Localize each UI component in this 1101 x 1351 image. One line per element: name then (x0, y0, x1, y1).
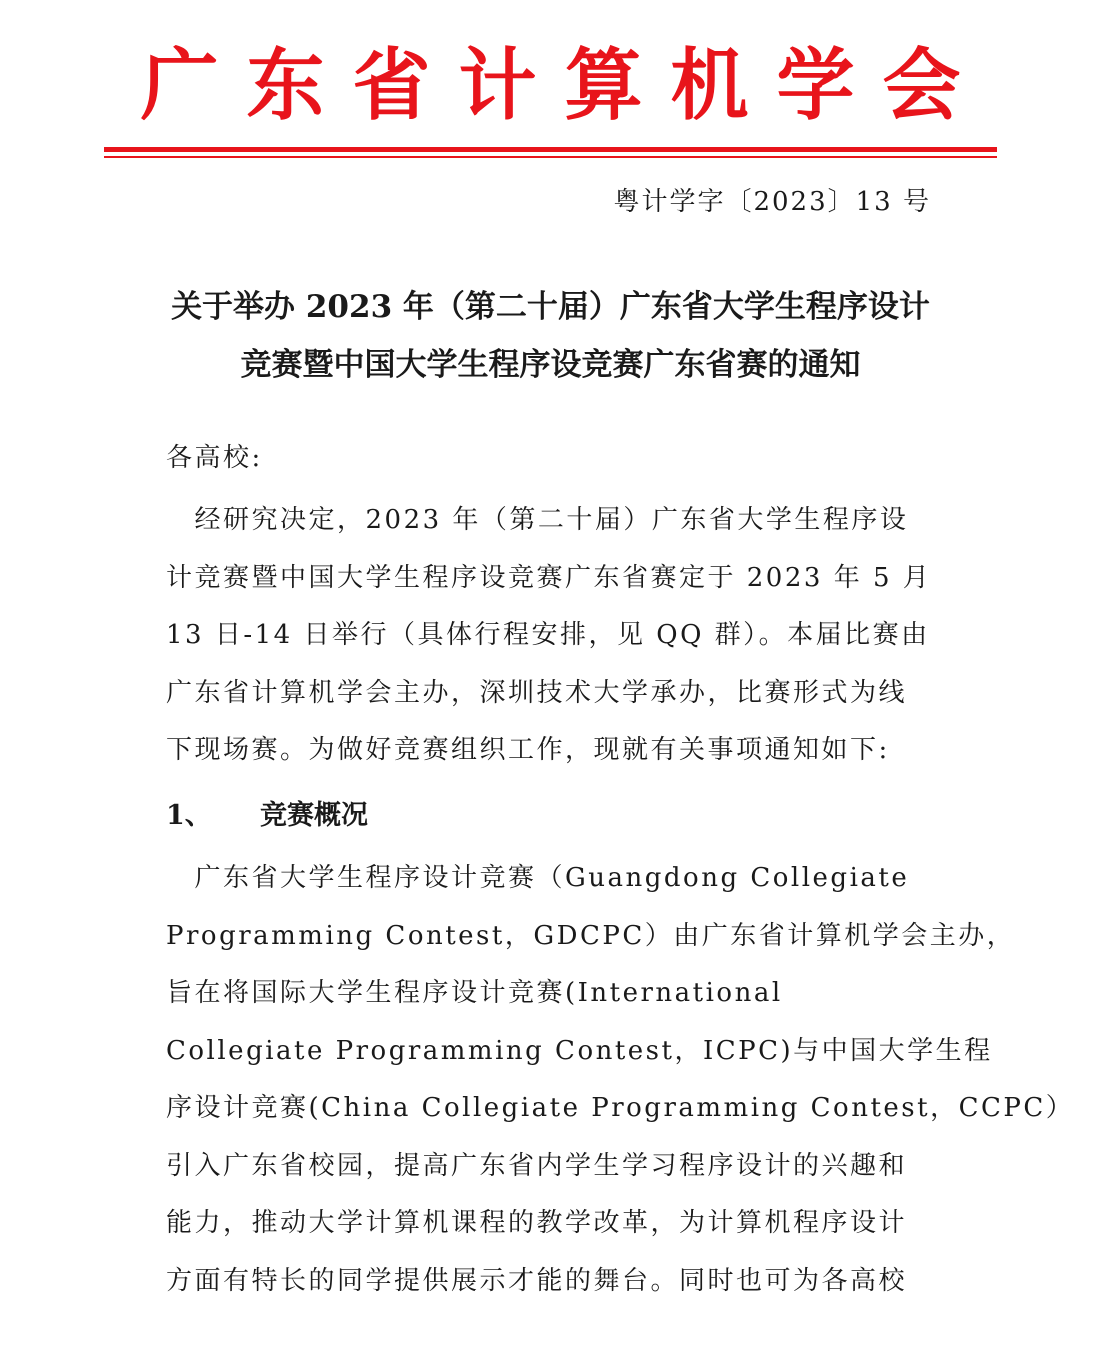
section-1-line-6: 引入广东省校园，提高广东省内学生学习程序设计的兴趣和 (166, 1151, 908, 1181)
letterhead-rule-thin (104, 156, 997, 158)
notice-title (104, 278, 997, 394)
section-1-line-1: 广东省大学生程序设计竞赛（Guangdong Collegiate (166, 863, 910, 893)
section-1-title: 竞赛概况 (260, 800, 368, 831)
notice-title-line-2: 竞赛暨中国大学生程序设竞赛广东省赛的通知 (240, 347, 861, 383)
document-number: 粤计学字〔2023〕13 号 (613, 187, 931, 217)
letterhead-rule-thick (104, 147, 997, 152)
intro-line-3: 13 日-14 日举行（具体行程安排，见 QQ 群）。本届比赛由 (166, 620, 930, 650)
notice-title-line-1: 关于举办 2023 年（第二十届）广东省大学生程序设计 (171, 289, 930, 325)
section-1-line-8: 方面有特长的同学提供展示才能的舞台。同时也可为各高校 (166, 1266, 908, 1296)
intro-line-1: 经研究决定，2023 年（第二十届）广东省大学生程序设 (166, 505, 909, 535)
section-1-line-7: 能力，推动大学计算机课程的教学改革，为计算机程序设计 (166, 1208, 908, 1238)
section-1-heading (166, 796, 368, 836)
section-1-line-2: Programming Contest，GDCPC）由广东省计算机学会主办， (166, 921, 1016, 951)
intro-line-2: 计竞赛暨中国大学生程序设竞赛广东省赛定于 2023 年 5 月 (166, 563, 932, 593)
section-1-line-5: 序设计竞赛(China Collegiate Programming Contest，CCPC） (166, 1093, 1075, 1123)
section-1-line-4: Collegiate Programming Contest，ICPC)与中国大学生程 (166, 1036, 993, 1066)
intro-line-5: 下现场赛。为做好竞赛组织工作，现就有关事项通知如下: (166, 735, 890, 765)
intro-line-4: 广东省计算机学会主办，深圳技术大学承办，比赛形式为线 (166, 678, 908, 708)
org-letterhead-title: 广东省计算机学会 (140, 41, 989, 131)
salutation: 各高校: (166, 443, 263, 473)
section-1-line-3: 旨在将国际大学生程序设计竞赛(International (166, 978, 783, 1008)
section-1-number: 1、 (166, 800, 212, 831)
